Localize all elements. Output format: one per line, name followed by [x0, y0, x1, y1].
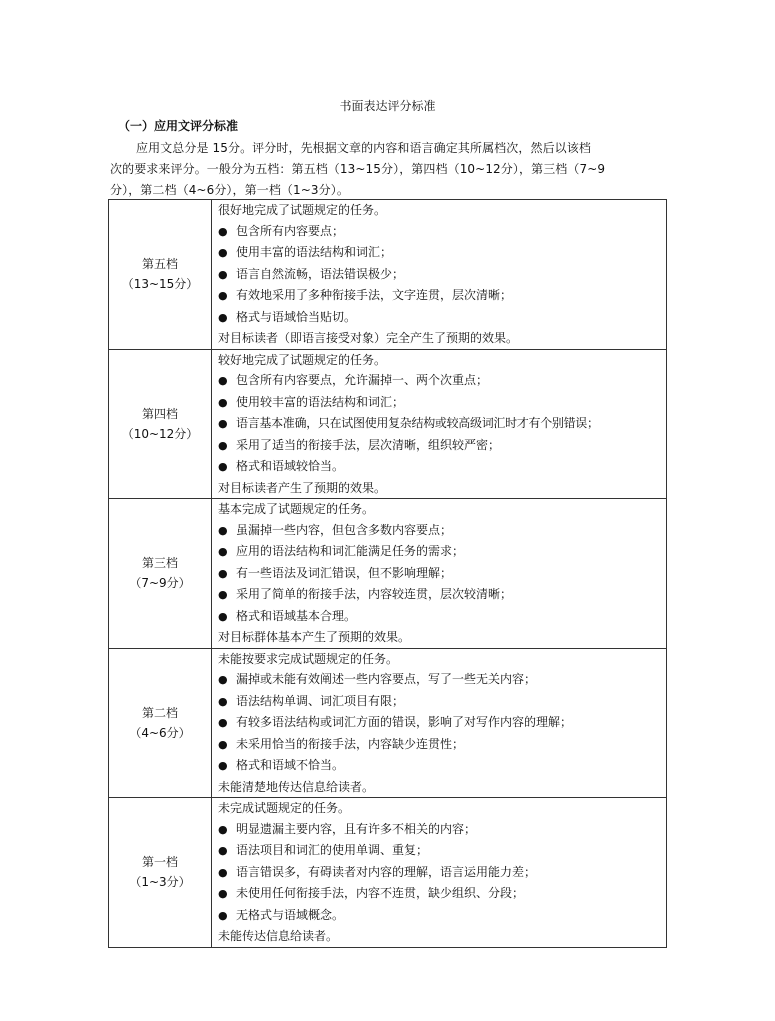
- criteria-text: 使用丰富的语法结构和词汇；: [236, 245, 393, 259]
- criteria-text: 使用较丰富的语法结构和词汇；: [236, 394, 405, 409]
- bullet-icon: ●: [218, 694, 228, 708]
- bullet-icon: ●: [218, 759, 228, 772]
- criteria-text: 漏掉或未能有效阐述一些内容要点，写了一些无关内容；: [236, 672, 537, 686]
- bullet-icon: ●: [218, 224, 228, 238]
- criteria-text: 包含所有内容要点，允许漏掉一、两个次重点；: [236, 373, 489, 387]
- bullet-icon: ●: [218, 523, 228, 537]
- bullet-icon: ●: [218, 737, 228, 751]
- description-cell: [212, 349, 667, 499]
- level-cell: [109, 499, 212, 649]
- level-range: （1~3分）: [129, 875, 191, 890]
- level-footer: 未能传达信息给读者。: [218, 929, 339, 943]
- level-name: 第三档: [141, 556, 178, 571]
- intro-line: 应用文总分是 15分。评分时，先根据文章的内容和语言确定其所属档次，然后以该档: [136, 141, 591, 155]
- level-header: 很好地完成了试题规定的任务。: [218, 203, 387, 217]
- level-name: 第一档: [141, 855, 178, 870]
- criteria-text: 语言自然流畅，语法错误极少；: [236, 266, 405, 281]
- criteria-item: [218, 691, 666, 713]
- criteria-item: [218, 413, 666, 435]
- criteria-text: 语言错误多，有碍读者对内容的理解，语言运用能力差；: [236, 864, 537, 879]
- criteria-item: [218, 392, 666, 414]
- criteria-item: [218, 221, 666, 243]
- bullet-icon: ●: [218, 588, 228, 601]
- bullet-icon: ●: [218, 716, 228, 729]
- level-header: 未完成试题规定的任务。: [218, 801, 351, 815]
- level-footer: 对目标群体基本产生了预期的效果。: [218, 630, 411, 644]
- level-name: 第五档: [141, 257, 178, 272]
- criteria-item: [218, 734, 666, 756]
- criteria-item: [218, 563, 666, 585]
- description-cell: [212, 648, 667, 798]
- criteria-text: 未采用恰当的衔接手法，内容缺少连贯性；: [236, 736, 465, 751]
- description-cell: [212, 200, 667, 350]
- bullet-icon: ●: [218, 545, 228, 558]
- criteria-text: 无格式与语域概念。: [236, 907, 345, 922]
- bullet-icon: ●: [218, 460, 228, 473]
- criteria-item: [218, 712, 666, 734]
- criteria-text: 虽漏掉一些内容，但包含多数内容要点；: [236, 522, 453, 537]
- level-range: （13~15分）: [121, 277, 199, 292]
- criteria-item: [218, 264, 666, 286]
- criteria-text: 有一些语法及词汇错误，但不影响理解；: [236, 565, 453, 580]
- criteria-text: 应用的语法结构和词汇能满足任务的需求；: [236, 544, 465, 558]
- bullet-icon: ●: [218, 887, 228, 900]
- level-header: 较好地完成了试题规定的任务。: [218, 352, 387, 367]
- table-row: [109, 798, 667, 948]
- description-cell: [212, 798, 667, 948]
- level-cell: [109, 648, 212, 798]
- criteria-item: [218, 520, 666, 542]
- level-range: （4~6分）: [129, 725, 191, 740]
- bullet-icon: ●: [218, 246, 228, 259]
- level-name: 第四档: [141, 406, 178, 421]
- level-range: （10~12分）: [121, 426, 199, 441]
- level-header: 基本完成了试题规定的任务。: [218, 502, 375, 516]
- bullet-icon: ●: [218, 374, 228, 387]
- level-cell: [109, 200, 212, 350]
- bullet-icon: ●: [218, 395, 228, 409]
- criteria-text: 采用了简单的衔接手法，内容较连贯，层次较清晰；: [236, 587, 513, 601]
- criteria-text: 格式与语域恰当贴切。: [236, 309, 357, 324]
- criteria-item: [218, 584, 666, 606]
- document-title: 书面表达评分标准: [339, 99, 436, 113]
- criteria-item: [218, 285, 666, 307]
- table-row: [109, 349, 667, 499]
- criteria-item: [218, 435, 666, 457]
- bullet-icon: ●: [218, 438, 228, 452]
- level-cell: [109, 798, 212, 948]
- bullet-icon: ●: [218, 822, 228, 836]
- intro-paragraph: [110, 138, 668, 201]
- criteria-text: 明显遗漏主要内容，且有许多不相关的内容；: [236, 821, 477, 836]
- criteria-text: 格式和语域基本合理。: [236, 608, 357, 623]
- criteria-item: [218, 456, 666, 478]
- level-footer: 对目标读者（即语言接受对象）完全产生了预期的效果。: [218, 331, 519, 345]
- criteria-text: 采用了适当的衔接手法，层次清晰，组织较严密；: [236, 437, 501, 452]
- criteria-item: [218, 606, 666, 628]
- bullet-icon: ●: [218, 310, 228, 324]
- table-row: [109, 648, 667, 798]
- bullet-icon: ●: [218, 865, 228, 879]
- criteria-item: [218, 905, 666, 927]
- bullet-icon: ●: [218, 289, 228, 302]
- criteria-text: 包含所有内容要点；: [236, 223, 345, 238]
- criteria-text: 语言基本准确，只在试图使用复杂结构或较高级词汇时才有个别错误；: [236, 416, 599, 430]
- section-heading: （一）应用文评分标准: [118, 119, 239, 133]
- criteria-text: 格式和语域不恰当。: [236, 758, 345, 772]
- criteria-item: [218, 242, 666, 264]
- bullet-icon: ●: [218, 609, 228, 623]
- table-row: [109, 200, 667, 350]
- table-row: [109, 499, 667, 649]
- criteria-text: 未使用任何衔接手法，内容不连贯，缺少组织、分段；: [236, 886, 525, 900]
- level-name: 第二档: [141, 705, 178, 720]
- level-cell: [109, 349, 212, 499]
- criteria-item: [218, 669, 666, 691]
- bullet-icon: ●: [218, 417, 228, 430]
- criteria-item: [218, 755, 666, 777]
- level-range: （7~9分）: [129, 576, 191, 591]
- intro-line: 次的要求来评分。一般分为五档：第五档（13~15分），第四档（10~12分），第三档（7~9: [110, 162, 606, 176]
- criteria-text: 语法项目和词汇的使用单调、重复；: [236, 843, 429, 857]
- criteria-item: [218, 883, 666, 905]
- criteria-item: [218, 819, 666, 841]
- criteria-item: [218, 840, 666, 862]
- bullet-icon: ●: [218, 673, 228, 686]
- criteria-item: [218, 541, 666, 563]
- bullet-icon: ●: [218, 908, 228, 922]
- level-footer: 未能清楚地传达信息给读者。: [218, 779, 375, 794]
- level-header: 未能按要求完成试题规定的任务。: [218, 651, 399, 666]
- level-footer: 对目标读者产生了预期的效果。: [218, 480, 387, 495]
- rubric-table: [108, 199, 667, 948]
- criteria-text: 格式和语域较恰当。: [236, 459, 345, 473]
- bullet-icon: ●: [218, 844, 228, 857]
- description-cell: [212, 499, 667, 649]
- criteria-text: 有较多语法结构或词汇方面的错误，影响了对写作内容的理解；: [236, 715, 573, 729]
- criteria-item: [218, 370, 666, 392]
- criteria-text: 语法结构单调、词汇项目有限；: [236, 693, 405, 708]
- criteria-text: 有效地采用了多种衔接手法，文字连贯，层次清晰；: [236, 288, 513, 302]
- intro-line: 分），第二档（4~6分），第一档（1~3分）。: [110, 183, 349, 197]
- bullet-icon: ●: [218, 267, 228, 281]
- bullet-icon: ●: [218, 566, 228, 580]
- criteria-item: [218, 862, 666, 884]
- criteria-item: [218, 307, 666, 329]
